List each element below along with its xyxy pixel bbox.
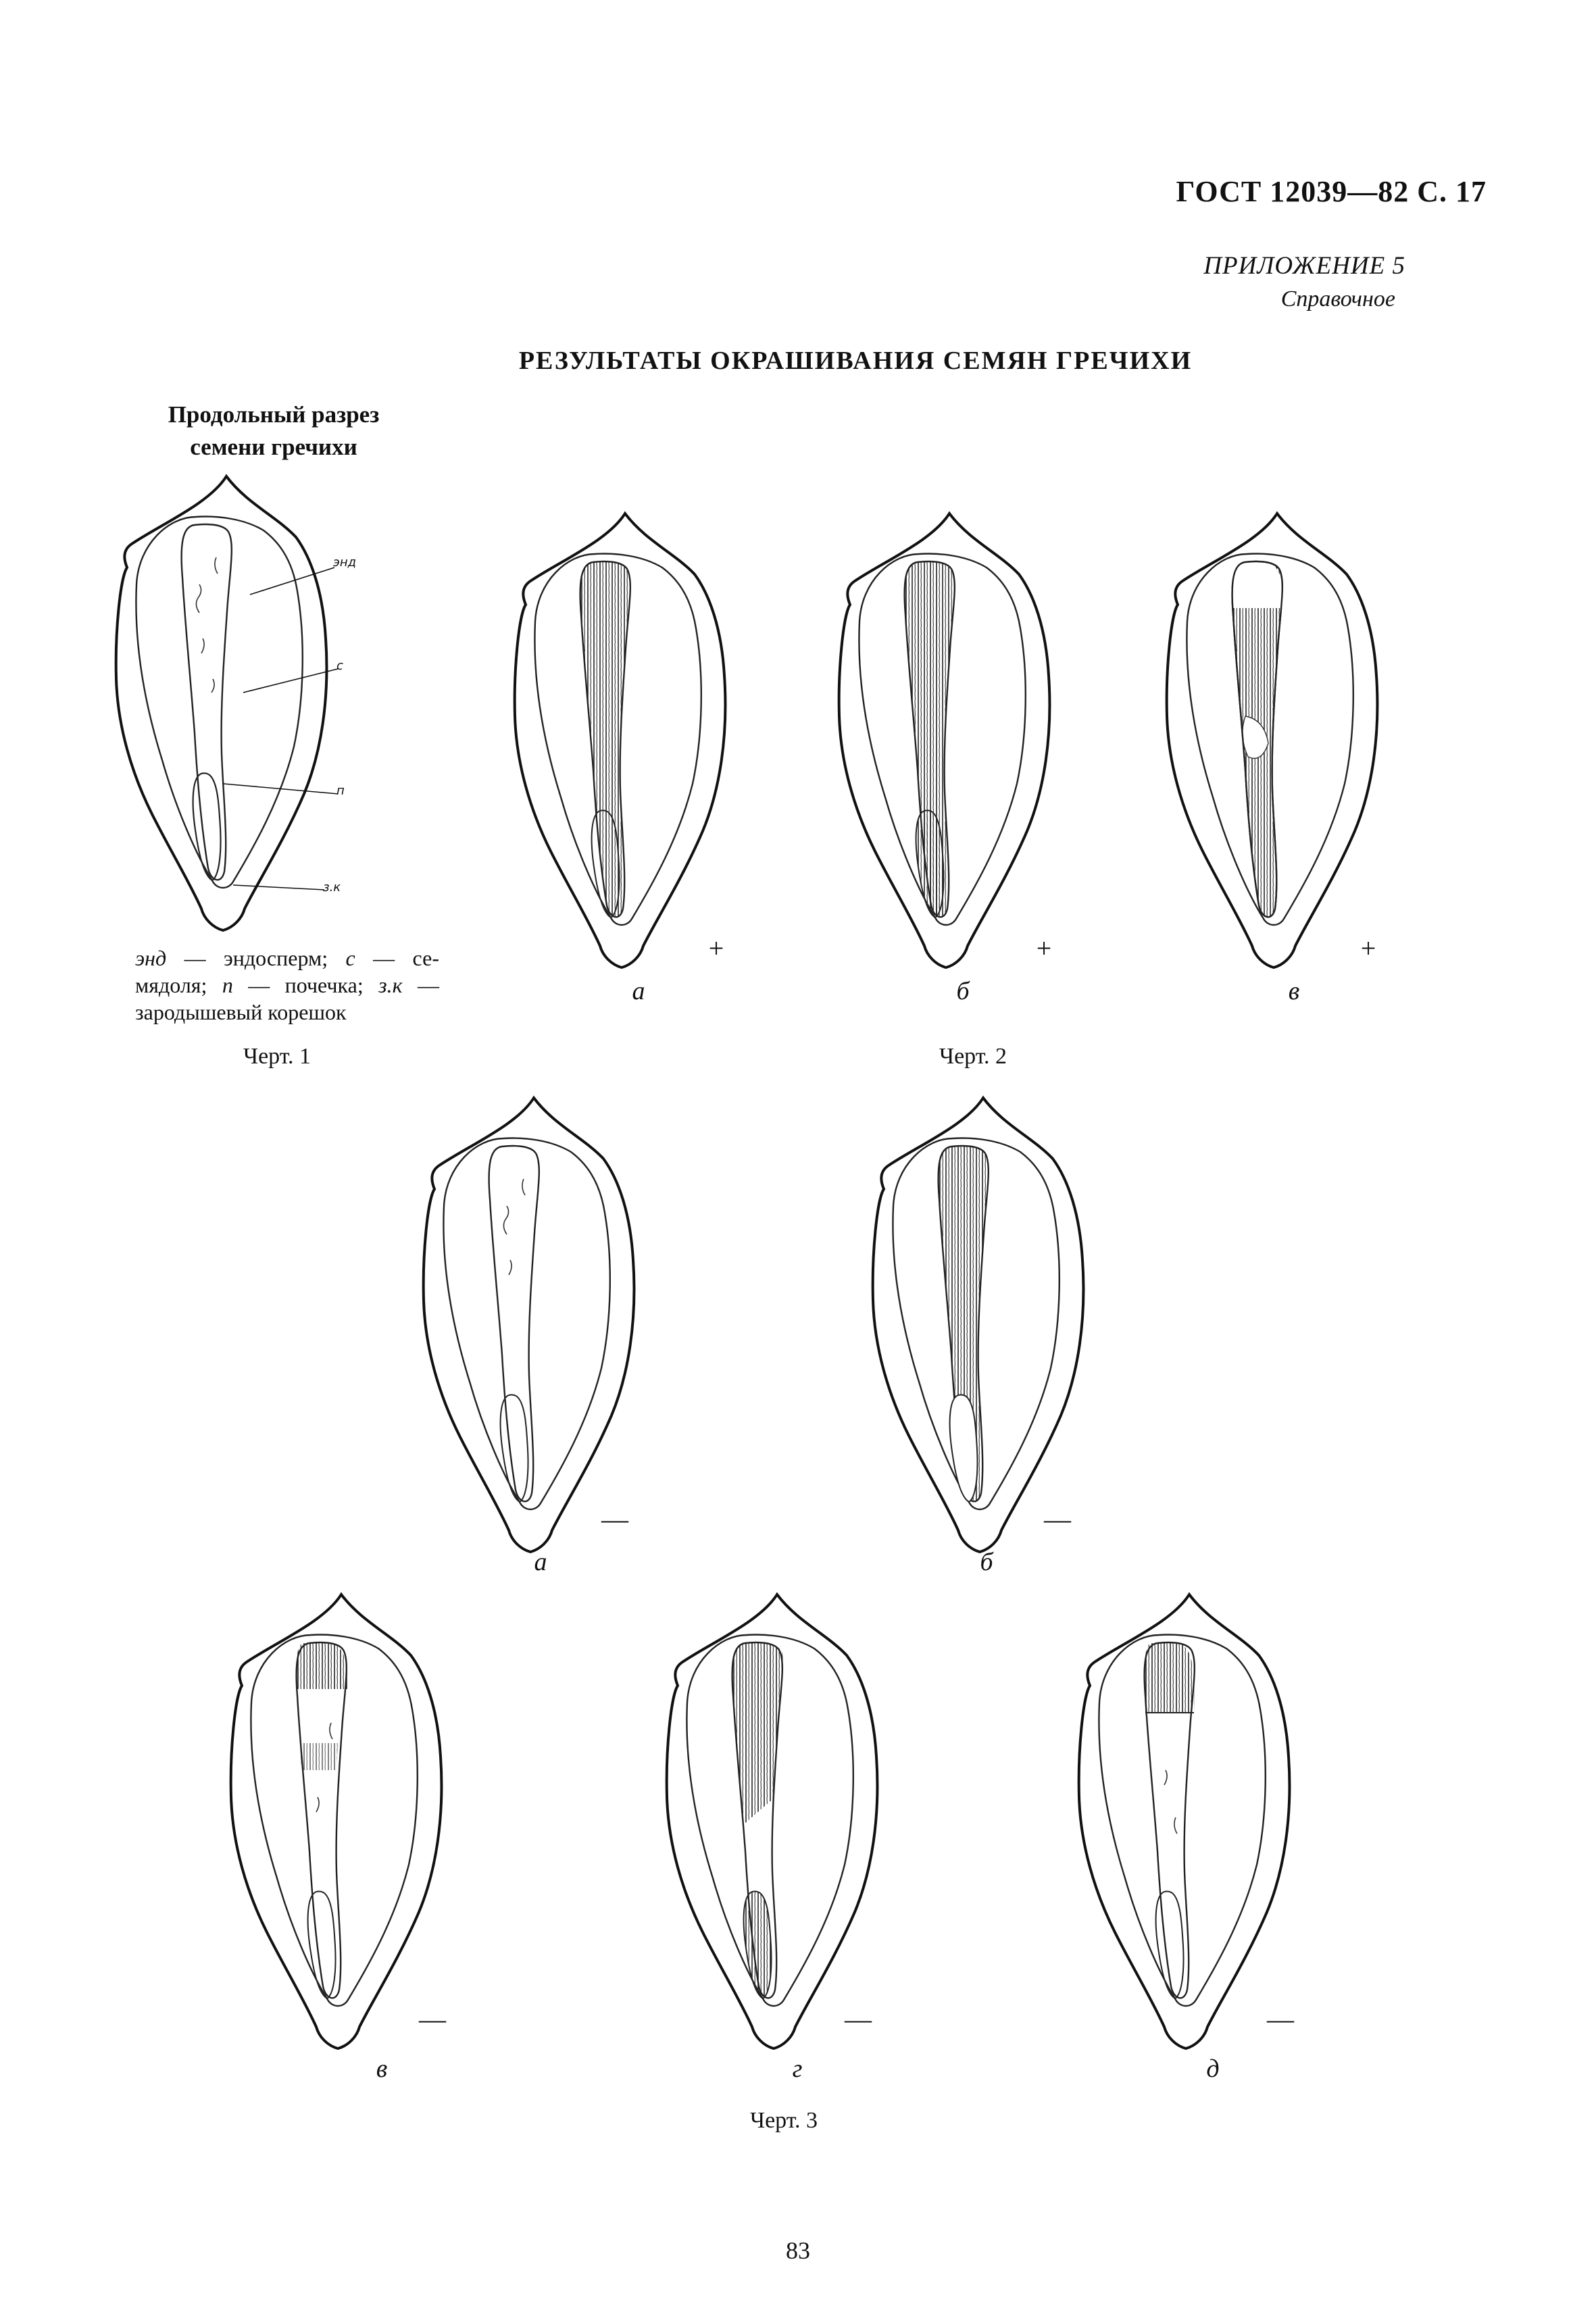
fig3-sign-b: — xyxy=(1044,1504,1071,1534)
legend-text-end: — эндосперм; xyxy=(166,946,346,970)
fig3-seed-g xyxy=(666,1594,882,2054)
figure1-title xyxy=(132,399,416,463)
legend-text-zk: — зародышевый корешок xyxy=(135,973,440,1024)
fig2-seed-a xyxy=(514,513,730,973)
fig3-letter-b: б xyxy=(980,1548,993,1576)
fig3-letter-a: а xyxy=(534,1548,547,1576)
figure1-caption: Черт. 1 xyxy=(243,1044,311,1069)
figure1-title-line2: семени гречихи xyxy=(190,434,357,460)
fig3-seed-v xyxy=(230,1594,446,2054)
fig3-letter-d: д xyxy=(1206,2055,1220,2083)
fig3-letter-v: в xyxy=(376,2055,388,2083)
legend-abbr-c: с xyxy=(345,946,355,970)
fig2-sign-b: + xyxy=(1036,933,1052,963)
fig2-sign-v: + xyxy=(1360,933,1376,963)
page-number: 83 xyxy=(786,2237,810,2264)
label-end: энд xyxy=(333,555,357,570)
legend-abbr-end: энд xyxy=(135,946,167,970)
legend-abbr-n: п xyxy=(222,973,233,997)
fig2-seed-b xyxy=(838,513,1054,973)
fig3-seed-a xyxy=(422,1098,639,1557)
fig3-sign-d: — xyxy=(1267,2004,1294,2034)
figure3-caption: Черт. 3 xyxy=(749,2108,818,2133)
figure1-legend xyxy=(135,945,439,1026)
appendix-title: ПРИЛОЖЕНИЕ 5 xyxy=(1203,252,1405,280)
fig3-seed-b xyxy=(872,1098,1088,1557)
label-n: п xyxy=(336,784,345,798)
fig2-seed-v xyxy=(1166,513,1382,973)
fig3-seed-d xyxy=(1078,1594,1294,2054)
fig2-sign-a: + xyxy=(708,933,724,963)
legend-abbr-zk: з.к xyxy=(378,973,403,997)
figure1-seed-drawing xyxy=(111,476,334,936)
page-title: РЕЗУЛЬТАТЫ ОКРАШИВАНИЯ СЕМЯН ГРЕЧИХИ xyxy=(518,347,1193,375)
legend-text-n: — почечка; xyxy=(232,973,379,997)
fig3-sign-g: — xyxy=(845,2004,872,2034)
standard-header: ГОСТ 12039—82 С. 17 xyxy=(1176,175,1487,208)
label-c: с xyxy=(336,659,343,673)
legend-text-c: — се-мядоля; xyxy=(135,946,440,997)
fig3-sign-v: — xyxy=(419,2004,446,2034)
figure1-title-line1: Продольный разрез xyxy=(168,401,380,428)
fig2-letter-a: а xyxy=(632,977,645,1005)
appendix-subtitle: Справочное xyxy=(1280,286,1395,311)
fig2-letter-v: в xyxy=(1288,977,1300,1005)
fig2-letter-b: б xyxy=(956,977,970,1005)
figure2-caption: Черт. 2 xyxy=(939,1044,1007,1069)
label-zk: з.к xyxy=(323,880,341,895)
fig3-sign-a: — xyxy=(601,1504,628,1534)
fig3-letter-g: г xyxy=(792,2055,803,2083)
cotyledon xyxy=(182,524,232,880)
